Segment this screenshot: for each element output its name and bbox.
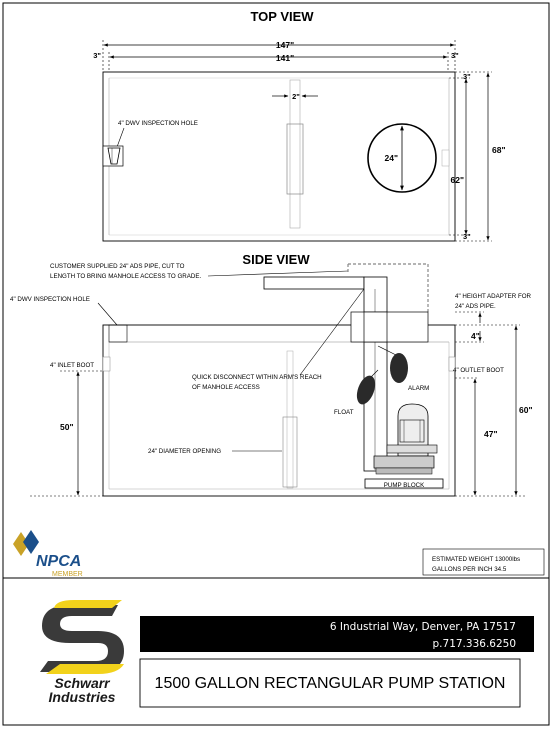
top-baffle-slot <box>290 80 300 228</box>
top-inspection-leader <box>117 128 124 147</box>
top-inner-depth-dim: 62" <box>450 175 464 185</box>
side-baffle <box>287 351 293 488</box>
side-view-title: SIDE VIEW <box>242 252 310 267</box>
height-adapter-label-line1: 4" HEIGHT ADAPTER FOR <box>455 293 532 300</box>
discharge-pipe-vertical <box>364 277 387 471</box>
side-inspection-leader <box>98 303 117 325</box>
npca-name: NPCA <box>36 553 82 570</box>
quick-disconnect-label-line2: OF MANHOLE ACCESS <box>192 384 260 391</box>
top-inspection-hole-label: 4" DWV INSPECTION HOLE <box>118 120 198 127</box>
company-address: 6 Industrial Way, Denver, PA 17517 <box>329 621 516 633</box>
top-right-dimensions <box>449 72 492 241</box>
opening-label: 24" DIAMETER OPENING <box>148 448 222 455</box>
ads-pipe-label-line2: LENGTH TO BRING MANHOLE ACCESS TO GRADE. <box>50 273 202 280</box>
height-adapter <box>351 312 428 342</box>
side-inspection-hole <box>109 325 127 342</box>
quick-disconnect-label-line1: QUICK DISCONNECT WITHIN ARM'S REACH <box>192 374 322 381</box>
top-overall-length: 147" <box>275 40 295 50</box>
schwarr-logo <box>40 600 124 705</box>
top-bottom-wall-dim: 3" <box>463 232 471 241</box>
inlet-boot <box>103 357 110 371</box>
ads-pipe-label-line1: CUSTOMER SUPPLIED 24" ADS PIPE, CUT TO <box>50 263 185 270</box>
npca-logo <box>13 530 83 578</box>
discharge-pipe-horizontal <box>264 277 364 289</box>
product-title: 1500 GALLON RECTANGULAR PUMP STATION <box>154 675 506 692</box>
outlet-boot-label: 4" OUTLET BOOT <box>453 367 504 374</box>
alarm-label: ALARM <box>408 385 430 392</box>
pump-block-label: PUMP BLOCK <box>383 482 425 489</box>
spec-weight: ESTIMATED WEIGHT 13000lbs <box>432 556 521 563</box>
top-right-wall-dim: 3" <box>451 51 459 60</box>
npca-member: MEMBER <box>52 571 83 578</box>
outlet-height-dim: 47" <box>484 429 498 439</box>
top-inner-length: 141" <box>275 53 295 63</box>
top-baffle-opening <box>287 124 303 194</box>
top-outlet-port <box>442 150 449 166</box>
top-top-wall-dim: 3" <box>463 72 471 81</box>
inlet-height-dim: 50" <box>60 422 74 432</box>
side-baffle-opening <box>283 417 297 487</box>
top-slot-dim: 2" <box>292 92 300 101</box>
spec-gallons-per-inch: GALLONS PER INCH 34.5 <box>432 566 507 573</box>
top-view-title: TOP VIEW <box>250 9 314 24</box>
top-inspection-hole <box>103 146 123 166</box>
height-adapter-label-line2: 24" ADS PIPE. <box>455 303 496 310</box>
discharge-pipe-through-adapter <box>364 312 387 342</box>
overall-height-dim: 60" <box>519 405 533 415</box>
side-inspection-label: 4" DWV INSPECTION HOLE <box>10 296 90 303</box>
company-name-line1: Schwarr <box>54 675 110 691</box>
top-outer-depth-dim: 68" <box>492 145 506 155</box>
ads-pipe-leader <box>208 271 348 276</box>
top-left-wall-dim: 3" <box>93 51 101 60</box>
company-phone: p.717.336.6250 <box>432 638 516 650</box>
float-label: FLOAT <box>334 409 354 416</box>
side-dimension-lines <box>30 325 525 496</box>
top-opening-dim: 24" <box>384 153 398 163</box>
company-name-line2: Industries <box>48 689 116 705</box>
adapter-dim: 4" <box>471 331 480 341</box>
inlet-boot-label: 4" INLET BOOT <box>50 362 95 369</box>
